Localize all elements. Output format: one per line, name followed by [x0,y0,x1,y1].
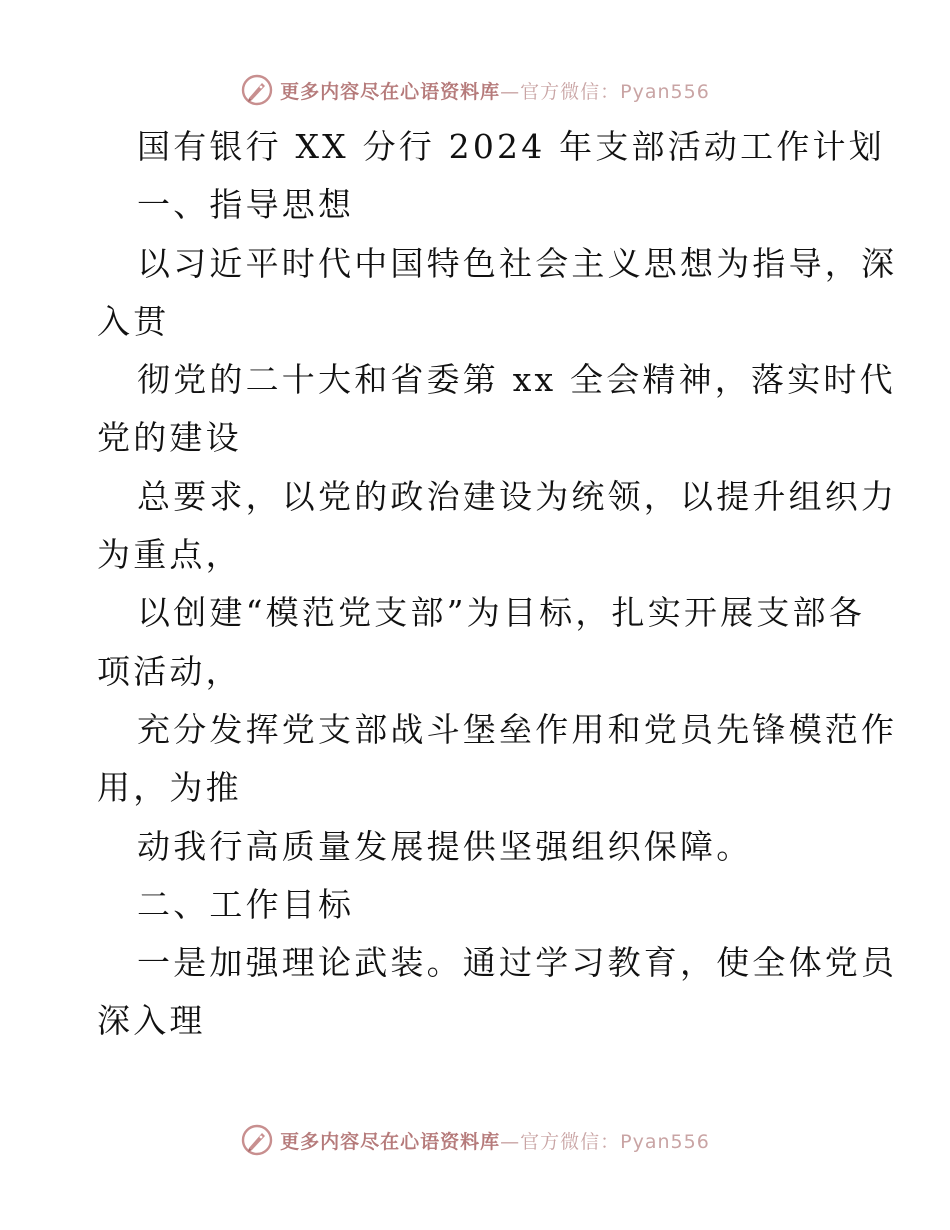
text-line: 动我行高质量发展提供坚强组织保障。 [137,826,753,866]
text-line: 党的建设 [97,418,242,458]
text-line: 充分发挥党支部战斗堡垒作用和党员先锋模范作 [137,709,898,749]
watermark-brand: 更多内容尽在心语资料库 [280,80,501,103]
text-line: 一、指导思想 [137,185,355,225]
watermark-contact: —官方微信：Pyan556 [500,1130,710,1153]
text-line: 以习近平时代中国特色社会主义思想为指导，深 [137,243,898,283]
watermark-contact: —官方微信：Pyan556 [500,80,710,103]
watermark-text [280,77,710,104]
text-line: 项活动， [97,651,242,691]
watermark-brand: 更多内容尽在心语资料库 [280,1130,501,1153]
text-line: 国有银行 XX 分行 2024 年支部活动工作计划 [137,127,885,166]
document-body [97,118,898,1051]
text-line: 以创建“模范党支部”为目标，扎实开展支部各 [137,593,865,633]
watermark-text [280,1127,710,1154]
text-line: 总要求，以党的政治建设为统领，以提升组织力 [137,476,898,516]
footer-watermark [0,1120,950,1160]
text-line: 用，为推 [97,768,242,808]
text-line: 为重点， [97,535,242,575]
text-line: 一是加强理论武装。通过学习教育，使全体党员 [137,943,898,983]
text-line: 入贯 [97,301,170,341]
header-watermark [0,70,950,110]
pen-nib-circle-icon [240,1123,274,1157]
text-line: 深入理 [97,1001,206,1041]
pen-nib-circle-icon [240,73,274,107]
text-line: 彻党的二十大和省委第 xx 全会精神，落实时代 [137,360,896,400]
text-line: 二、工作目标 [137,884,355,924]
